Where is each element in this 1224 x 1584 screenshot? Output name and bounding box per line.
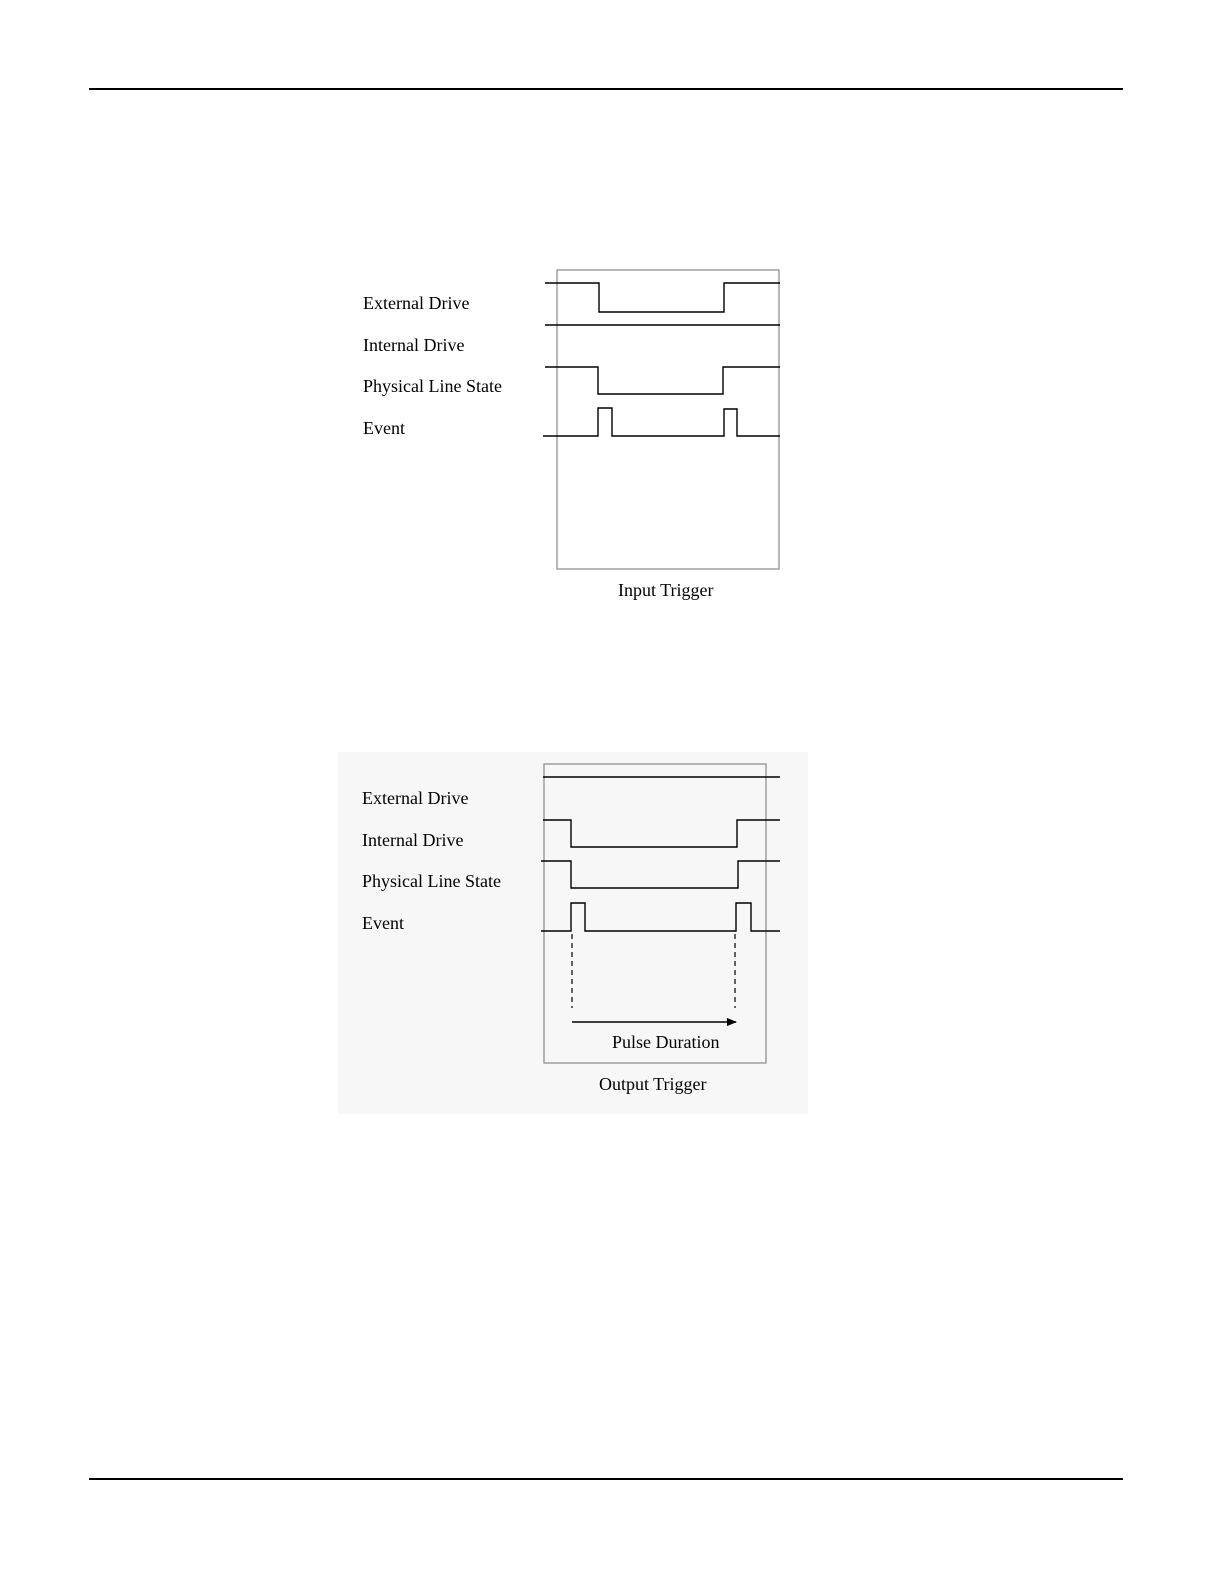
output-event-trace — [541, 903, 780, 931]
output-internal-drive-trace — [543, 820, 780, 847]
footer-rule — [89, 1478, 1123, 1480]
output-physical-line-state-trace — [541, 861, 780, 888]
input-trigger-diagram — [340, 258, 800, 608]
input-external-drive-trace — [545, 283, 780, 312]
output-label-internal-drive: Internal Drive — [362, 830, 464, 850]
output-label-physical-line-state: Physical Line State — [362, 871, 501, 891]
output-label-external-drive: External Drive — [362, 788, 469, 808]
output-label-event: Event — [362, 913, 404, 933]
header-rule — [89, 88, 1123, 90]
pulse-duration-label: Pulse Duration — [612, 1032, 720, 1052]
output-trigger-diagram — [338, 752, 808, 1114]
output-frame — [544, 764, 766, 1063]
input-physical-line-state-trace — [545, 367, 780, 394]
input-trigger-caption: Input Trigger — [618, 580, 714, 600]
input-label-internal-drive: Internal Drive — [363, 335, 465, 355]
input-event-trace — [543, 408, 780, 436]
input-label-physical-line-state: Physical Line State — [363, 376, 502, 396]
output-trigger-caption: Output Trigger — [599, 1074, 707, 1094]
input-frame — [557, 270, 779, 569]
input-label-external-drive: External Drive — [363, 293, 470, 313]
input-label-event: Event — [363, 418, 405, 438]
